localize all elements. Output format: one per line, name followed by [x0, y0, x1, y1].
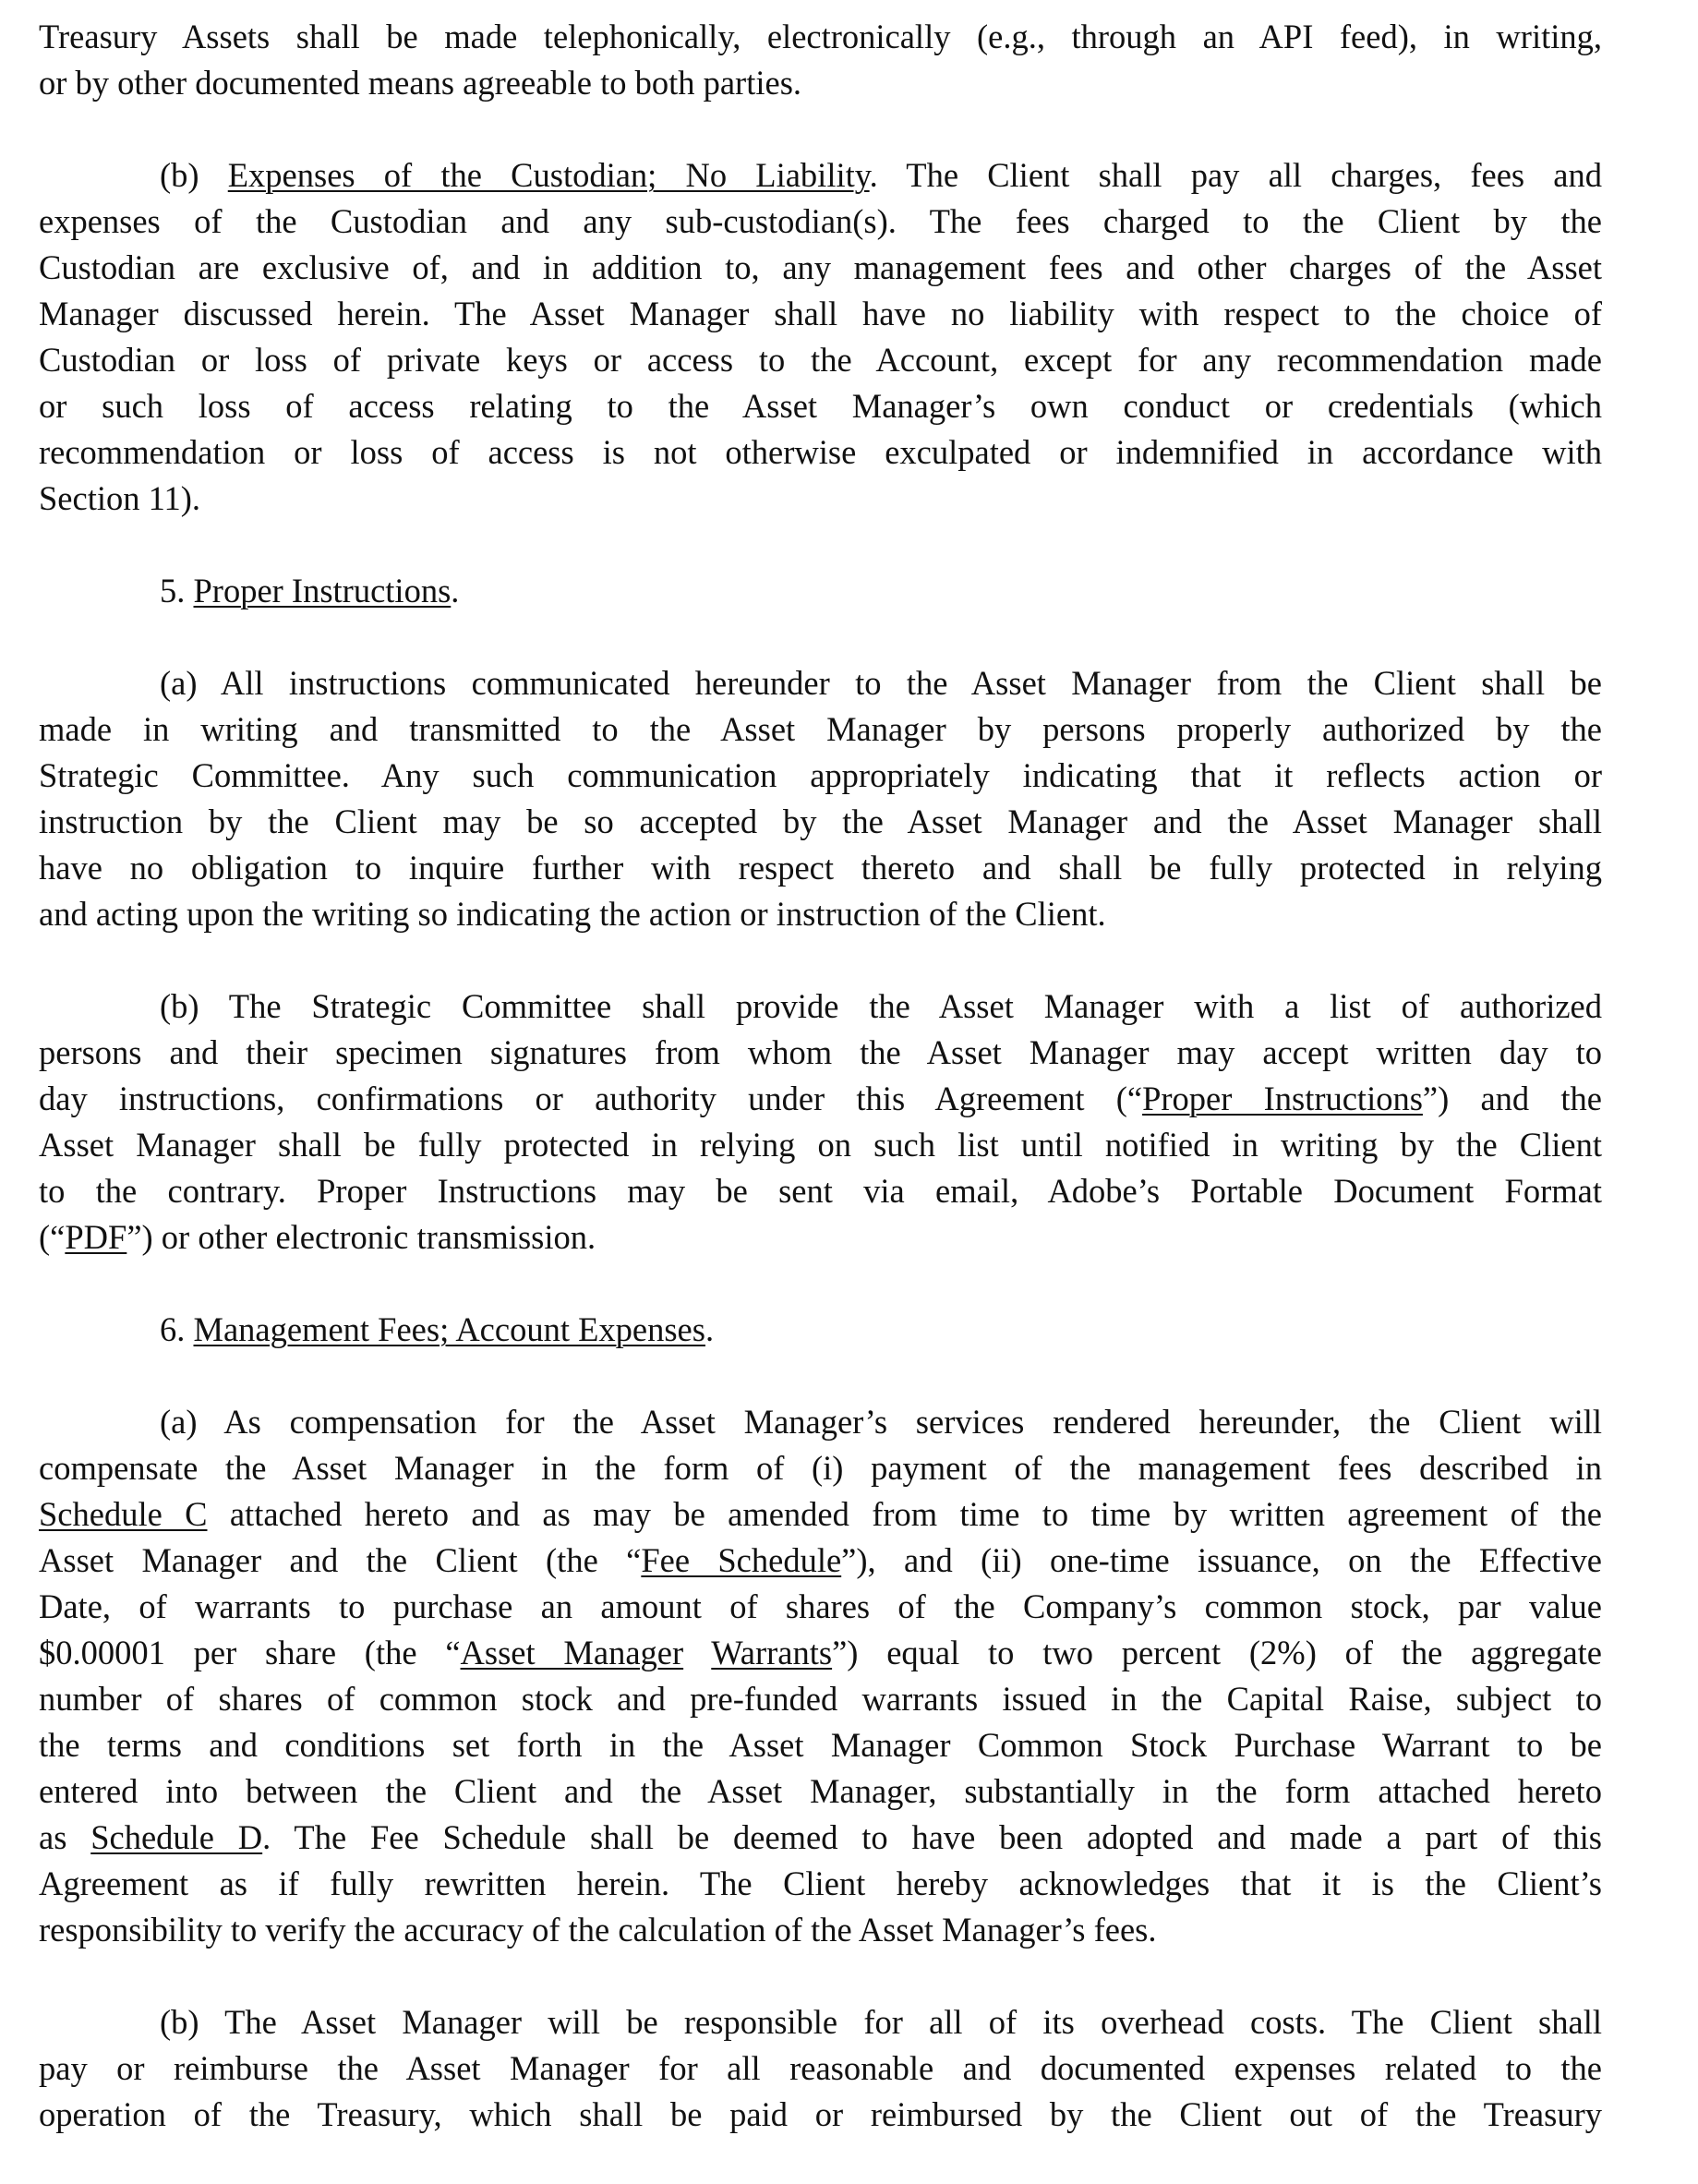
paragraph [39, 1399, 1602, 1953]
text-line [39, 429, 1602, 476]
text-segment: . The Fee Schedule shall be deemed to have been adopted and made a part of this [262, 1818, 1602, 1856]
text-line [39, 1861, 1602, 1907]
section-heading [39, 568, 1602, 614]
text-line [39, 1307, 1602, 1353]
defined-term: Management Fees; Account Expenses [193, 1310, 705, 1348]
text-line [39, 2092, 1602, 2138]
text-line [39, 14, 1602, 60]
text-segment: recommendation or loss of access is not otherwise exculpated or indemnified in accordance with [39, 433, 1602, 471]
text-line [39, 1722, 1602, 1768]
text-segment: and acting upon the writing so indicating the action or instruction of the Client. [39, 895, 1106, 933]
text-segment: Custodian or loss of private keys or access to the Account, except for any recommendation made [39, 341, 1602, 379]
text-segment: Strategic Committee. Any such communication appropriately indicating that it reflects action or [39, 756, 1602, 794]
defined-term: Proper Instructions [193, 572, 452, 609]
text-line [39, 753, 1602, 799]
text-line [39, 291, 1602, 337]
text-segment: 6. [160, 1310, 194, 1348]
text-segment: . [704, 1310, 715, 1348]
text-segment: number of shares of common stock and pre-funded warrants issued in the Capital Raise, subject to [39, 1680, 1602, 1718]
text-segment: instruction by the Client may be so accepted by the Asset Manager and the Asset Manager shall [39, 802, 1602, 840]
text-line [39, 1491, 1602, 1538]
text-line [39, 199, 1602, 245]
text-segment: Asset Manager and the Client (the “ [39, 1541, 642, 1579]
defined-term: Schedule C [39, 1495, 208, 1533]
text-segment: attached hereto and as may be amended from time to time by written agreement of the [207, 1495, 1602, 1533]
text-line [39, 1399, 1602, 1445]
text-segment: ”) or other electronic transmission. [126, 1218, 596, 1256]
text-segment: entered into between the Client and the Asset Manager, substantially in the form attached hereto [39, 1772, 1602, 1810]
text-line [39, 1768, 1602, 1815]
text-line [39, 60, 1602, 106]
text-line [39, 245, 1602, 291]
text-line [39, 1907, 1602, 1953]
text-segment: Treasury Assets shall be made telephonically, electronically (e.g., through an API feed), in writing, [39, 18, 1602, 55]
text-segment: Custodian are exclusive of, and in addition to, any management fees and other charges of the Asset [39, 248, 1602, 286]
text-line [39, 660, 1602, 706]
text-line [39, 1214, 1602, 1261]
text-segment: or by other documented means agreeable to both parties. [39, 64, 802, 102]
text-segment [683, 1634, 711, 1671]
text-line [39, 337, 1602, 383]
text-segment: made in writing and transmitted to the Asset Manager by persons properly authorized by the [39, 710, 1602, 748]
text-line [39, 1815, 1602, 1861]
defined-term: Expenses of the Custodian; No Liability [227, 156, 870, 194]
defined-term: Schedule D [90, 1818, 263, 1856]
text-segment: have no obligation to inquire further with respect thereto and shall be fully protected in relying [39, 849, 1602, 887]
text-line [39, 2045, 1602, 2092]
text-line [39, 1999, 1602, 2045]
text-line [39, 1676, 1602, 1722]
text-segment: the terms and conditions set forth in the Asset Manager Common Stock Purchase Warrant to be [39, 1726, 1602, 1764]
defined-term: Fee Schedule [641, 1541, 842, 1579]
text-line [39, 845, 1602, 891]
text-line [39, 983, 1602, 1030]
text-segment: Date, of warrants to purchase an amount of shares of the Company’s common stock, par value [39, 1587, 1602, 1625]
text-segment: expenses of the Custodian and any sub-custodian(s). The fees charged to the Client by the [39, 202, 1602, 240]
text-segment: as [39, 1818, 91, 1856]
text-line [39, 1538, 1602, 1584]
text-segment: . The Client shall pay all charges, fees and [869, 156, 1602, 194]
text-segment: (a) As compensation for the Asset Manager’s services rendered hereunder, the Client will [160, 1403, 1602, 1441]
text-segment: (“ [39, 1218, 66, 1256]
section-heading [39, 1307, 1602, 1353]
text-segment: Agreement as if fully rewritten herein. The Client hereby acknowledges that it is the Client’s [39, 1864, 1602, 1902]
text-segment: (a) All instructions communicated hereunder to the Asset Manager from the Client shall be [160, 664, 1602, 702]
text-segment: Asset Manager shall be fully protected in relying on such list until notified in writing by the Client [39, 1126, 1602, 1164]
text-line [39, 383, 1602, 429]
text-line [39, 1445, 1602, 1491]
text-line [39, 1584, 1602, 1630]
text-line [39, 1076, 1602, 1122]
text-segment: (b) The Asset Manager will be responsible for all of its overhead costs. The Client shall [160, 2003, 1602, 2041]
paragraph [39, 660, 1602, 937]
text-segment: ”), and (ii) one-time issuance, on the Effective [841, 1541, 1602, 1579]
text-segment: to the contrary. Proper Instructions may be sent via email, Adobe’s Portable Document Format [39, 1172, 1602, 1210]
text-line [39, 1122, 1602, 1168]
text-line [39, 891, 1602, 937]
text-segment: persons and their specimen signatures from whom the Asset Manager may accept written day to [39, 1033, 1602, 1071]
paragraph [39, 152, 1602, 522]
text-segment: or such loss of access relating to the Asset Manager’s own conduct or credentials (which [39, 387, 1602, 425]
defined-term: PDF [65, 1218, 127, 1256]
text-segment: ”) equal to two percent (2%) of the aggregate [832, 1634, 1602, 1671]
text-segment: 5. [160, 572, 194, 609]
paragraph [39, 14, 1602, 106]
text-segment: (b) [160, 156, 228, 194]
text-line [39, 152, 1602, 199]
text-segment: Section 11). [39, 479, 201, 517]
paragraph [39, 1999, 1602, 2138]
text-segment: day instructions, confirmations or authority under this Agreement (“ [39, 1080, 1143, 1117]
text-segment: compensate the Asset Manager in the form of (i) payment of the management fees described in [39, 1449, 1602, 1487]
text-segment: $0.00001 per share (the “ [39, 1634, 461, 1671]
text-segment: Manager discussed herein. The Asset Manager shall have no liability with respect to the choice of [39, 295, 1602, 332]
defined-term: Asset Manager [460, 1634, 684, 1671]
defined-term: Proper Instructions [1142, 1080, 1423, 1117]
text-line [39, 706, 1602, 753]
text-segment: responsibility to verify the accuracy of the calculation of the Asset Manager’s fees. [39, 1911, 1157, 1949]
text-line [39, 476, 1602, 522]
text-line [39, 568, 1602, 614]
text-line [39, 1168, 1602, 1214]
defined-term: Warrants [711, 1634, 833, 1671]
text-segment: . [451, 572, 460, 609]
text-line [39, 799, 1602, 845]
text-line [39, 1630, 1602, 1676]
text-segment: (b) The Strategic Committee shall provide the Asset Manager with a list of authorized [160, 987, 1602, 1025]
document-page [39, 14, 1602, 2184]
text-segment: ”) and the [1422, 1080, 1602, 1117]
text-segment: operation of the Treasury, which shall be paid or reimbursed by the Client out of the Treasury [39, 2095, 1602, 2133]
paragraph [39, 983, 1602, 1261]
text-segment: pay or reimburse the Asset Manager for all reasonable and documented expenses related to the [39, 2049, 1602, 2087]
text-line [39, 1030, 1602, 1076]
